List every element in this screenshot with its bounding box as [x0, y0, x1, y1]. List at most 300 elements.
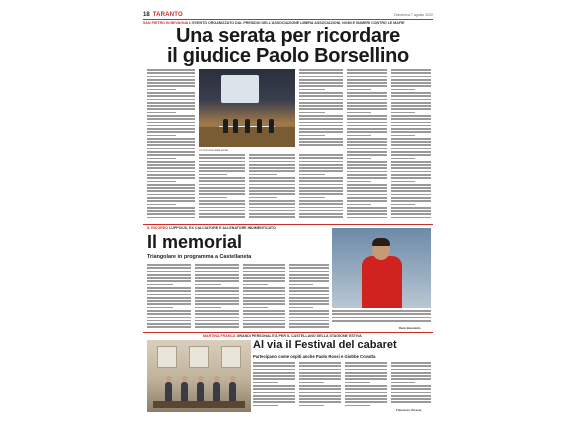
- article3-kicker-place: MARTINA FRANCA: [203, 334, 236, 338]
- text-line: [249, 174, 277, 176]
- text-line: [249, 177, 295, 179]
- text-line: [147, 326, 191, 328]
- text-line: [147, 128, 195, 130]
- text-line: [391, 194, 431, 196]
- text-line: [289, 284, 313, 286]
- text-line: [391, 148, 431, 150]
- text-line: [249, 157, 295, 159]
- article2-column-5: [332, 310, 431, 324]
- text-line: [289, 320, 329, 322]
- article3-column-4: [391, 362, 431, 406]
- text-line: [391, 401, 431, 403]
- text-line: [299, 177, 343, 179]
- text-line: [299, 190, 343, 192]
- text-line: [243, 264, 285, 266]
- text-line: [147, 69, 195, 71]
- text-line: [299, 401, 341, 403]
- text-line: [253, 365, 295, 367]
- text-line: [249, 216, 295, 218]
- text-line: [347, 92, 387, 94]
- text-line: [391, 118, 431, 120]
- text-line: [391, 181, 415, 183]
- text-line: [299, 69, 343, 71]
- text-line: [391, 99, 431, 101]
- text-line: [299, 125, 343, 127]
- text-line: [253, 385, 295, 387]
- text-line: [299, 200, 343, 202]
- text-line: [253, 388, 295, 390]
- text-line: [195, 307, 221, 309]
- text-line: [299, 372, 341, 374]
- text-line: [299, 89, 325, 91]
- text-line: [147, 95, 195, 97]
- text-line: [391, 398, 431, 400]
- text-line: [147, 105, 195, 107]
- text-line: [147, 79, 195, 81]
- text-line: [147, 72, 195, 74]
- text-line: [299, 141, 343, 143]
- article2-column-4: [289, 264, 329, 330]
- text-line: [243, 290, 285, 292]
- text-line: [147, 207, 195, 209]
- text-line: [299, 92, 343, 94]
- text-line: [299, 122, 343, 124]
- text-line: [299, 99, 343, 101]
- text-line: [249, 170, 295, 172]
- text-line: [199, 190, 245, 192]
- text-line: [299, 213, 343, 215]
- text-line: [299, 76, 343, 78]
- text-line: [299, 112, 325, 114]
- text-line: [299, 365, 341, 367]
- text-line: [391, 217, 431, 219]
- text-line: [147, 181, 176, 183]
- text-line: [299, 115, 343, 117]
- text-line: [147, 118, 195, 120]
- text-line: [391, 388, 431, 390]
- text-line: [299, 157, 343, 159]
- text-line: [347, 190, 387, 192]
- text-line: [347, 181, 371, 183]
- text-line: [199, 203, 245, 205]
- text-line: [299, 388, 341, 390]
- text-line: [299, 144, 343, 146]
- text-line: [347, 108, 387, 110]
- section-label: TARANTO: [152, 11, 183, 18]
- article3-kicker: [203, 334, 362, 338]
- text-line: [147, 271, 191, 273]
- text-line: [195, 303, 239, 305]
- text-line: [347, 141, 387, 143]
- text-line: [199, 167, 245, 169]
- text-line: [299, 398, 341, 400]
- text-line: [147, 154, 195, 156]
- text-line: [391, 187, 431, 189]
- article3-byline: Francesco Vessere: [396, 408, 422, 412]
- text-line: [347, 154, 387, 156]
- text-line: [195, 267, 239, 269]
- text-line: [243, 277, 285, 279]
- text-line: [299, 128, 343, 130]
- text-line: [347, 187, 387, 189]
- text-line: [199, 193, 245, 195]
- text-line: [147, 213, 195, 215]
- text-line: [249, 210, 295, 212]
- text-line: [147, 102, 195, 104]
- text-line: [347, 112, 371, 114]
- text-line: [243, 326, 285, 328]
- text-line: [147, 76, 195, 78]
- text-line: [299, 382, 324, 384]
- text-line: [147, 122, 195, 124]
- text-line: [347, 89, 371, 91]
- text-line: [243, 297, 285, 299]
- text-line: [391, 369, 431, 371]
- text-line: [243, 320, 285, 322]
- text-line: [147, 148, 195, 150]
- text-line: [299, 108, 343, 110]
- text-line: [147, 108, 195, 110]
- text-line: [147, 204, 176, 206]
- text-line: [345, 375, 387, 377]
- article3-headline: Al via il Festival del cabaret: [253, 339, 397, 351]
- text-line: [147, 174, 195, 176]
- text-line: [299, 369, 341, 371]
- article1-headline: [143, 26, 433, 66]
- text-line: [299, 385, 341, 387]
- text-line: [289, 313, 329, 315]
- text-line: [289, 290, 329, 292]
- text-line: [299, 105, 343, 107]
- text-line: [299, 378, 341, 380]
- text-line: [199, 210, 245, 212]
- article1-column-2: [199, 154, 245, 221]
- text-line: [299, 405, 324, 407]
- text-line: [347, 207, 387, 209]
- text-line: [147, 264, 191, 266]
- text-line: [391, 204, 415, 206]
- text-line: [345, 372, 387, 374]
- text-line: [391, 92, 431, 94]
- text-line: [347, 138, 387, 140]
- text-line: [391, 89, 415, 91]
- text-line: [199, 180, 245, 182]
- article2-column-3: [243, 264, 285, 330]
- text-line: [147, 187, 195, 189]
- text-line: [147, 99, 195, 101]
- text-line: [391, 378, 431, 380]
- text-line: [199, 184, 245, 186]
- text-line: [347, 164, 387, 166]
- text-line: [243, 271, 285, 273]
- text-line: [347, 213, 387, 215]
- text-line: [147, 280, 191, 282]
- text-line: [391, 79, 431, 81]
- text-line: [391, 372, 431, 374]
- text-line: [347, 85, 387, 87]
- text-line: [195, 326, 239, 328]
- text-line: [345, 405, 370, 407]
- article3-column-1: [253, 362, 295, 410]
- text-line: [299, 164, 343, 166]
- text-line: [299, 118, 343, 120]
- article3-column-3: [345, 362, 387, 410]
- text-line: [299, 167, 343, 169]
- text-line: [391, 82, 431, 84]
- text-line: [249, 187, 295, 189]
- text-line: [243, 307, 268, 309]
- separator-1: [143, 224, 433, 225]
- text-line: [347, 122, 387, 124]
- text-line: [391, 164, 431, 166]
- text-line: [391, 171, 431, 173]
- text-line: [347, 128, 387, 130]
- text-line: [347, 184, 387, 186]
- newspaper-page: [143, 10, 433, 415]
- text-line: [289, 280, 329, 282]
- text-line: [299, 95, 343, 97]
- article1-column-4: [299, 154, 343, 221]
- text-line: [391, 184, 431, 186]
- text-line: [347, 125, 387, 127]
- text-line: [345, 369, 387, 371]
- article3-photo: [147, 340, 251, 412]
- text-line: [249, 154, 295, 156]
- text-line: [253, 369, 295, 371]
- text-line: [249, 207, 295, 209]
- text-line: [147, 277, 191, 279]
- text-line: [147, 89, 176, 91]
- text-line: [391, 76, 431, 78]
- article2-byline: Dario Benedetto: [399, 326, 421, 330]
- text-line: [347, 167, 387, 169]
- text-line: [391, 392, 431, 394]
- text-line: [199, 170, 245, 172]
- text-line: [147, 141, 195, 143]
- text-line: [147, 85, 195, 87]
- text-line: [253, 375, 295, 377]
- text-line: [391, 141, 431, 143]
- text-line: [299, 138, 343, 140]
- article1-headline-line1: Una serata per ricordare: [175, 25, 401, 47]
- text-line: [199, 177, 245, 179]
- text-line: [299, 161, 343, 163]
- text-line: [147, 138, 195, 140]
- text-line: [347, 217, 387, 219]
- text-line: [332, 310, 431, 312]
- text-line: [391, 362, 431, 364]
- text-line: [289, 303, 329, 305]
- text-line: [289, 326, 329, 328]
- text-line: [199, 197, 227, 199]
- text-line: [199, 213, 245, 215]
- text-line: [147, 131, 195, 133]
- text-line: [147, 177, 195, 179]
- text-line: [347, 174, 387, 176]
- text-line: [195, 313, 239, 315]
- text-line: [147, 300, 191, 302]
- article3-subhead: Partecipano come ospiti anche Paolo Rossi e Giobbe Covatta: [253, 354, 376, 359]
- text-line: [347, 135, 371, 137]
- text-line: [299, 362, 341, 364]
- text-line: [391, 365, 431, 367]
- text-line: [199, 207, 245, 209]
- text-line: [345, 401, 387, 403]
- text-line: [199, 161, 245, 163]
- text-line: [391, 210, 431, 212]
- text-line: [345, 388, 387, 390]
- text-line: [289, 317, 329, 319]
- text-line: [347, 69, 387, 71]
- text-line: [391, 102, 431, 104]
- text-line: [332, 320, 431, 322]
- text-line: [345, 395, 387, 397]
- article1-column-5: [299, 69, 343, 151]
- text-line: [391, 131, 431, 133]
- text-line: [391, 144, 431, 146]
- text-line: [299, 207, 343, 209]
- text-line: [391, 151, 431, 153]
- text-line: [345, 378, 387, 380]
- text-line: [147, 135, 176, 137]
- text-line: [347, 171, 387, 173]
- text-line: [345, 392, 387, 394]
- text-line: [199, 157, 245, 159]
- text-line: [391, 135, 415, 137]
- text-line: [147, 194, 195, 196]
- text-line: [249, 213, 295, 215]
- text-line: [391, 138, 431, 140]
- text-line: [195, 290, 239, 292]
- text-line: [299, 392, 341, 394]
- text-line: [299, 170, 343, 172]
- text-line: [195, 274, 239, 276]
- text-line: [195, 310, 239, 312]
- text-line: [347, 82, 387, 84]
- text-line: [249, 193, 295, 195]
- text-line: [243, 280, 285, 282]
- text-line: [147, 158, 176, 160]
- article2-column-1: [147, 264, 191, 330]
- text-line: [147, 290, 191, 292]
- article2-kicker-text: LUPPOLIS, EX CALCIATORE E ALLENATORE INDIMENTICATO: [169, 226, 276, 230]
- text-line: [391, 177, 431, 179]
- text-line: [195, 297, 239, 299]
- text-line: [289, 307, 313, 309]
- text-line: [347, 105, 387, 107]
- text-line: [243, 294, 285, 296]
- text-line: [253, 362, 295, 364]
- text-line: [147, 161, 195, 163]
- text-line: [199, 216, 245, 218]
- text-line: [249, 200, 295, 202]
- text-line: [147, 317, 191, 319]
- text-line: [391, 115, 431, 117]
- text-line: [195, 317, 239, 319]
- text-line: [289, 264, 329, 266]
- separator-2: [143, 332, 433, 333]
- text-line: [289, 310, 329, 312]
- text-line: [391, 95, 431, 97]
- text-line: [195, 280, 239, 282]
- text-line: [391, 85, 431, 87]
- article1-column-6: [347, 69, 387, 221]
- text-line: [347, 102, 387, 104]
- text-line: [147, 303, 191, 305]
- text-line: [347, 118, 387, 120]
- text-line: [195, 300, 239, 302]
- text-line: [147, 167, 195, 169]
- text-line: [243, 313, 285, 315]
- text-line: [199, 164, 245, 166]
- article2-subhead: Triangolare in programma a Castellaneta: [147, 254, 252, 260]
- article1-kicker-place: SAN PIETRO IN BEVAGNA: [143, 21, 189, 25]
- text-line: [289, 323, 329, 325]
- text-line: [299, 187, 343, 189]
- text-line: [249, 161, 295, 163]
- text-line: [147, 200, 195, 202]
- article2-photo: [332, 228, 431, 308]
- text-line: [391, 382, 415, 384]
- text-line: [243, 317, 285, 319]
- text-line: [347, 79, 387, 81]
- text-line: [249, 197, 277, 199]
- text-line: [345, 365, 387, 367]
- text-line: [345, 398, 387, 400]
- article2-headline: Il memorial: [147, 232, 243, 252]
- text-line: [299, 174, 325, 176]
- text-line: [147, 92, 195, 94]
- text-line: [391, 72, 431, 74]
- text-line: [299, 135, 325, 137]
- text-line: [299, 193, 343, 195]
- text-line: [253, 398, 295, 400]
- text-line: [147, 112, 176, 114]
- text-line: [391, 375, 431, 377]
- text-line: [199, 174, 227, 176]
- text-line: [147, 297, 191, 299]
- text-line: [289, 271, 329, 273]
- text-line: [147, 274, 191, 276]
- text-line: [147, 320, 191, 322]
- text-line: [195, 264, 239, 266]
- text-line: [253, 405, 278, 407]
- text-line: [195, 271, 239, 273]
- text-line: [289, 294, 329, 296]
- text-line: [347, 200, 387, 202]
- text-line: [199, 187, 245, 189]
- text-line: [347, 144, 387, 146]
- article1-photo-caption: Un momento della serata: [199, 149, 228, 152]
- text-line: [195, 323, 239, 325]
- text-line: [195, 287, 239, 289]
- text-line: [391, 112, 415, 114]
- article1-column-3: [249, 154, 295, 221]
- article2-kicker-place: IL RICORDO: [147, 226, 169, 230]
- text-line: [391, 213, 431, 215]
- text-line: [347, 76, 387, 78]
- text-line: [299, 180, 343, 182]
- text-line: [243, 300, 285, 302]
- text-line: [243, 310, 285, 312]
- text-line: [147, 197, 195, 199]
- text-line: [299, 203, 343, 205]
- article2-column-2: [195, 264, 239, 330]
- text-line: [347, 148, 387, 150]
- text-line: [345, 382, 370, 384]
- text-line: [391, 167, 431, 169]
- text-line: [249, 203, 295, 205]
